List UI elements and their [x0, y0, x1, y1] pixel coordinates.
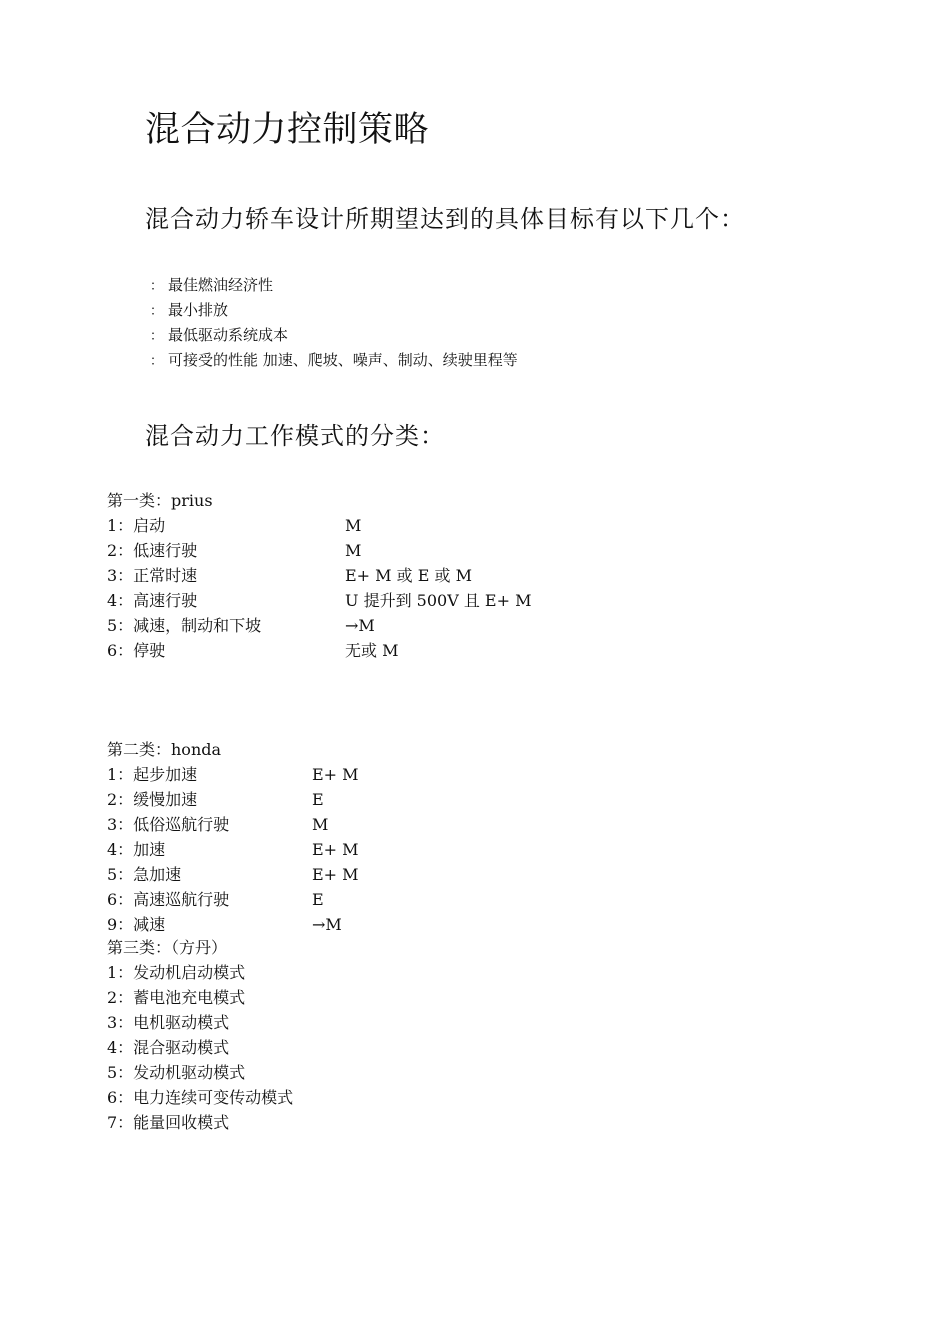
mode-value: E	[312, 890, 324, 909]
mode-label: 2：缓慢加速	[107, 790, 198, 809]
mode-label: 1：启动	[107, 516, 166, 535]
mode-value: E+ M	[312, 765, 359, 784]
mode-label: 4：混合驱动模式	[107, 1038, 230, 1057]
goal-text: 最小排放	[168, 301, 229, 319]
bullet-mark: ：	[150, 304, 164, 319]
mode-label: 2：蓄电池充电模式	[107, 988, 246, 1007]
mode-value: →M	[345, 616, 375, 635]
mode-label: 2：低速行驶	[107, 541, 198, 560]
mode-label: 1：发动机启动模式	[107, 963, 246, 982]
mode-value: E+ M	[312, 840, 359, 859]
goals-list	[150, 273, 518, 373]
goal-item	[150, 298, 518, 323]
goal-item	[150, 323, 518, 348]
mode-value: 无或 M	[345, 641, 399, 660]
goal-text: 最低驱动系统成本	[168, 326, 289, 344]
mode-value: →M	[312, 915, 342, 934]
bullet-mark: ：	[150, 279, 164, 294]
mode-label: 4：高速行驶	[107, 591, 198, 610]
goal-text: 最佳燃油经济性	[168, 276, 274, 294]
mode-value: U 提升到 500V 且 E+ M	[345, 591, 532, 610]
mode-label: 7：能量回收模式	[107, 1113, 230, 1132]
mode-label: 6：停驶	[107, 641, 166, 660]
mode-value: E	[312, 790, 324, 809]
mode-label: 9：减速	[107, 915, 166, 934]
mode-label: 3：低俗巡航行驶	[107, 815, 230, 834]
group-header: 第二类：honda	[107, 740, 222, 759]
mode-value: M	[312, 815, 329, 834]
mode-label: 6：电力连续可变传动模式	[107, 1088, 294, 1107]
goal-item	[150, 273, 518, 298]
mode-value: E+ M 或 E 或 M	[345, 566, 472, 585]
mode-label: 6：高速巡航行驶	[107, 890, 230, 909]
group-header: 第三类：（方丹）	[107, 938, 228, 957]
mode-label: 4：加速	[107, 840, 166, 859]
mode-label: 1：起步加速	[107, 765, 198, 784]
mode-label: 5：急加速	[107, 865, 182, 884]
mode-label: 3：电机驱动模式	[107, 1013, 230, 1032]
mode-value: M	[345, 516, 362, 535]
goal-text: 可接受的性能 加速、爬坡、噪声、制动、续驶里程等	[168, 351, 518, 369]
goal-item	[150, 348, 518, 373]
goals-heading: 混合动力轿车设计所期望达到的具体目标有以下几个：	[145, 205, 745, 233]
mode-label: 5：减速，制动和下坡	[107, 616, 262, 635]
mode-label: 5：发动机驱动模式	[107, 1063, 246, 1082]
modes-heading: 混合动力工作模式的分类：	[145, 422, 445, 450]
mode-label: 3：正常时速	[107, 566, 198, 585]
bullet-mark: ：	[150, 329, 164, 344]
mode-value: E+ M	[312, 865, 359, 884]
bullet-mark: ：	[150, 354, 164, 369]
group-header: 第一类：prius	[107, 491, 213, 510]
mode-value: M	[345, 541, 362, 560]
page-title: 混合动力控制策略	[145, 110, 430, 150]
